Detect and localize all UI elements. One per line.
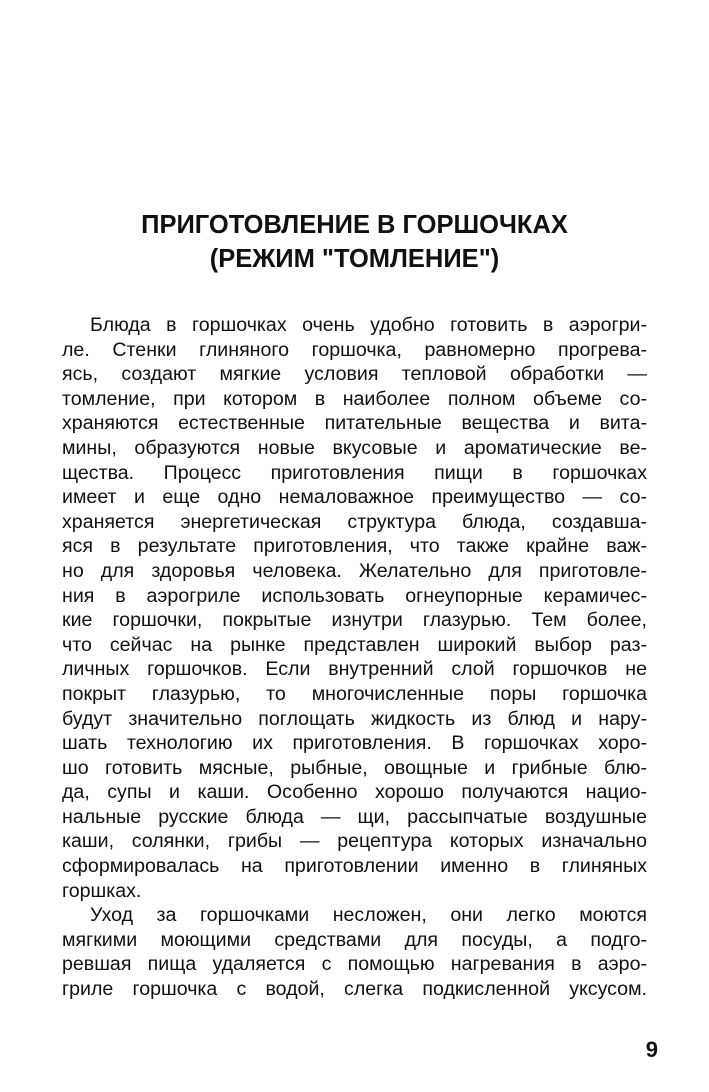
text-line: ревшая пища удаляется с помощью нагревания в аэро- [62, 953, 647, 976]
title-line-1: ПРИГОТОВЛЕНИЕ В ГОРШОЧКАХ [141, 211, 568, 239]
text-line: сформировалась на приготовлении именно в глиняных [62, 855, 647, 878]
text-line: личных горшочков. Если внутренний слой горшочков не [62, 658, 647, 681]
body-text [62, 313, 647, 1002]
text-line: да, супы и каши. Особенно хорошо получаются нацио- [62, 781, 647, 804]
text-line: имеет и еще одно немаловажное преимущество — со- [62, 486, 647, 509]
text-line: храняются естественные питательные вещества и вита- [62, 412, 647, 435]
page-title [62, 208, 647, 276]
text-line: Блюда в горшочках очень удобно готовить в аэрогри- [90, 314, 647, 336]
text-line: храняется энергетическая структура блюда, создавша- [62, 510, 647, 533]
text-line: будут значительно поглощать жидкость из блюд и нару- [62, 707, 647, 730]
text-line: горшках. [62, 879, 142, 902]
text-line: щества. Процесс приготовления пищи в горшочках [62, 461, 647, 484]
text-line: но для здоровья человека. Желательно для приготовле- [62, 559, 647, 582]
text-line: томление, при котором в наиболее полном объеме со- [62, 387, 647, 410]
text-line: кие горшочки, покрытые изнутри глазурью. Тем более, [62, 609, 647, 632]
text-line: мягкими моющими средствами для посуды, а подго- [62, 928, 647, 951]
page-content [62, 208, 647, 1002]
text-line: яся в результате приготовления, что также крайне важ- [62, 535, 647, 558]
text-line: каши, солянки, грибы — рецептура которых изначально [62, 830, 647, 853]
text-line: гриле горшочка с водой, слегка подкисленной уксусом. [62, 978, 647, 1001]
text-line: мины, образуются новые вкусовые и ароматические ве- [62, 436, 647, 459]
text-line: Уход за горшочками несложен, они легко моются [90, 904, 647, 927]
page-number: 9 [645, 1037, 658, 1062]
text-line: покрыт глазурью, то многочисленные поры горшочка [62, 682, 647, 705]
paragraph-1 [62, 313, 647, 903]
text-line: что сейчас на рынке представлен широкий выбор раз- [62, 633, 647, 656]
text-line: шо готовить мясные, рыбные, овощные и грибные блю- [62, 756, 647, 779]
text-line: нальные русские блюда — щи, рассыпчатые воздушные [62, 805, 647, 828]
text-line: шать технологию их приготовления. В горшочках хоро- [62, 732, 647, 755]
title-line-2: (РЕЖИМ "ТОМЛЕНИЕ") [209, 245, 500, 273]
text-line: ясь, создают мягкие условия тепловой обработки — [62, 363, 647, 386]
paragraph-2 [62, 903, 647, 1001]
text-line: ле. Стенки глиняного горшочка, равномерно прогрева- [62, 338, 647, 361]
text-line: ния в аэрогриле использовать огнеупорные керамичес- [62, 584, 647, 607]
